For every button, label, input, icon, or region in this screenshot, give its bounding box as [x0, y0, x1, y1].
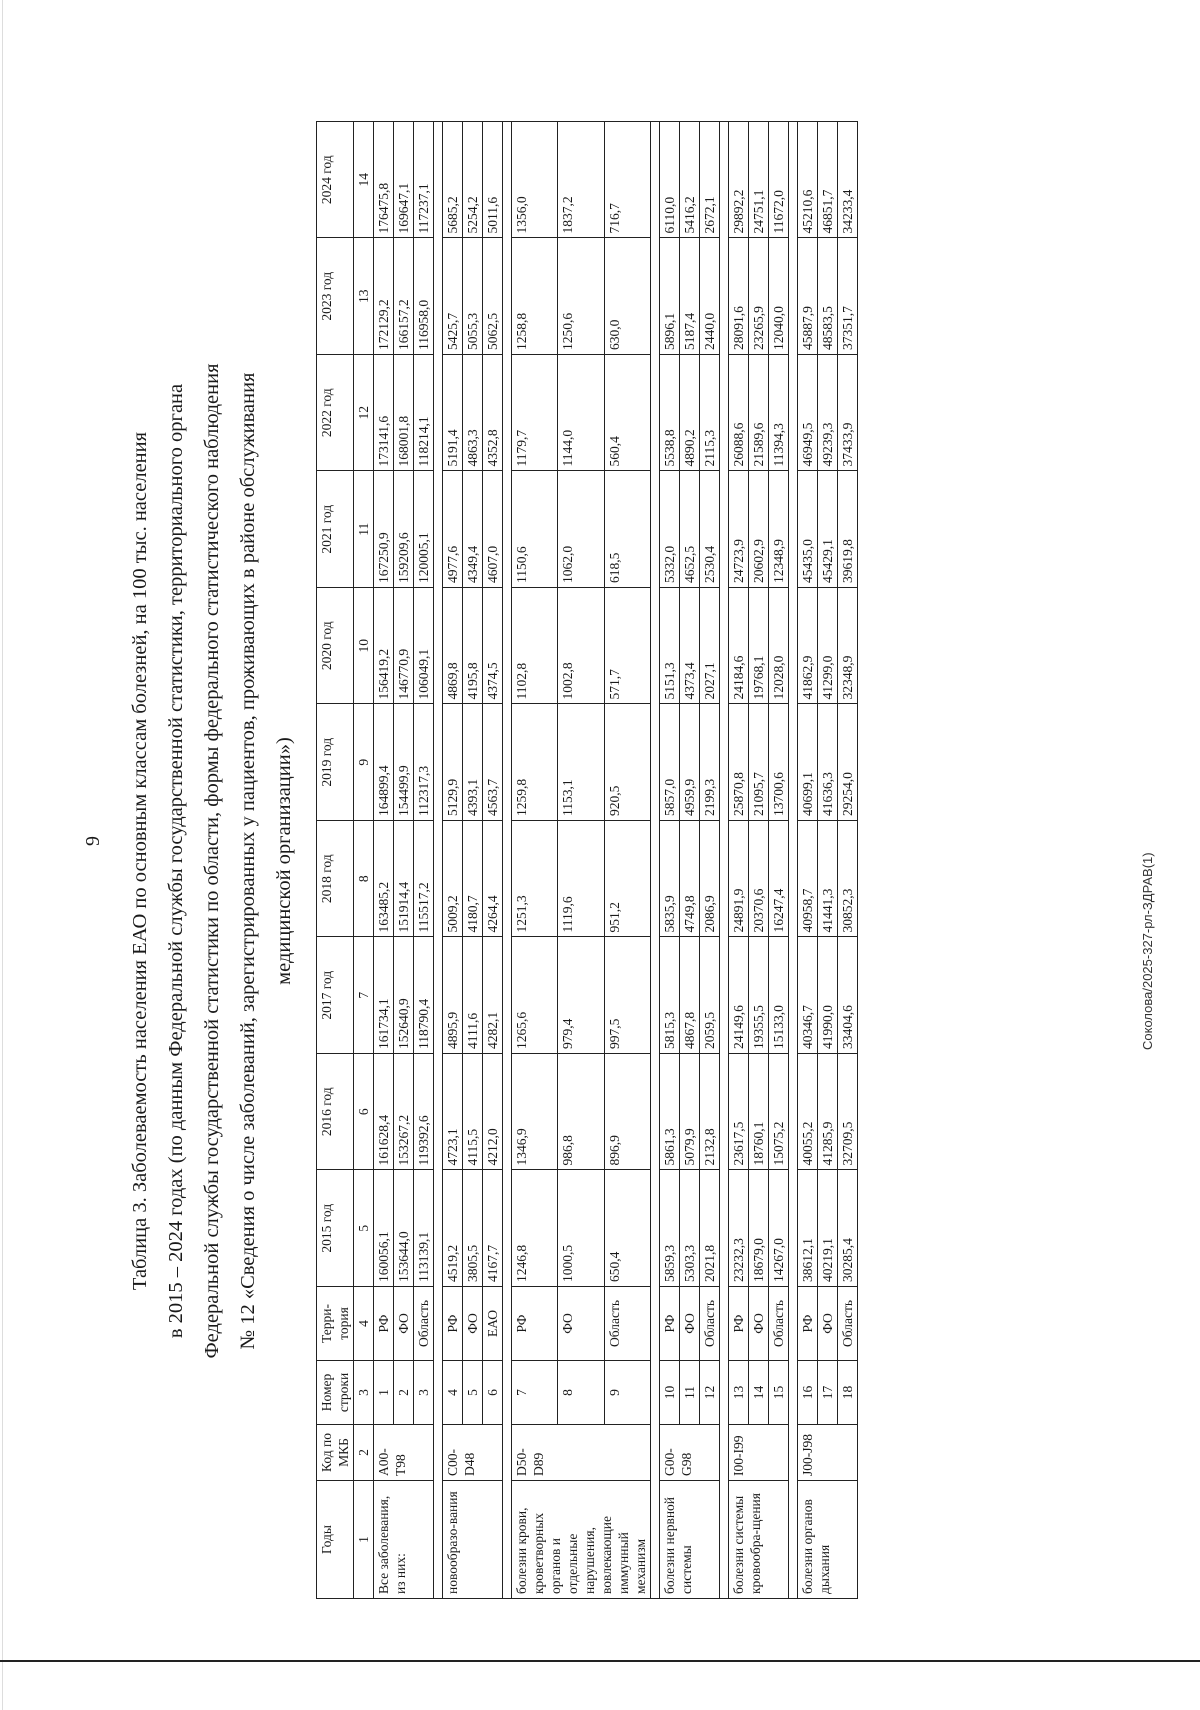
value-cell: 176475,8 [374, 122, 394, 239]
value-cell: 45435,0 [798, 471, 818, 588]
row-number: 5 [463, 1361, 483, 1425]
value-cell: 5859,3 [660, 1170, 680, 1287]
value-cell: 32348,9 [838, 588, 858, 705]
territory: Область [838, 1287, 858, 1361]
value-cell: 1002,8 [558, 588, 604, 705]
value-cell: 164899,4 [374, 704, 394, 821]
territory: ФО [394, 1287, 414, 1361]
value-cell: 4180,7 [463, 821, 483, 938]
value-cell: 4111,6 [463, 937, 483, 1054]
value-cell: 5191,4 [443, 355, 463, 472]
value-cell: 15075,2 [769, 1054, 789, 1171]
header-year: 2020 год [317, 588, 354, 705]
value-cell: 41990,0 [818, 937, 838, 1054]
territory: ФО [558, 1287, 604, 1361]
territory: РФ [660, 1287, 680, 1361]
table-row [700, 122, 720, 1599]
column-number-row [354, 122, 374, 1599]
column-number: 4 [354, 1287, 374, 1361]
value-cell: 112317,3 [414, 704, 434, 821]
value-cell: 650,4 [604, 1170, 650, 1287]
rotated-page-content [122, 117, 858, 1605]
territory: Область [604, 1287, 650, 1361]
table-row [558, 122, 604, 1599]
value-cell: 163485,2 [374, 821, 394, 938]
table-row [483, 122, 503, 1599]
table-body [354, 122, 858, 1599]
value-cell: 2115,3 [700, 355, 720, 472]
value-cell: 18679,0 [749, 1170, 769, 1287]
disease-class: болезни системы кровообра-щения [729, 1481, 789, 1599]
value-cell: 40055,2 [798, 1054, 818, 1171]
value-cell: 4519,2 [443, 1170, 463, 1287]
value-cell: 571,7 [604, 588, 650, 705]
value-cell: 106049,1 [414, 588, 434, 705]
row-number: 15 [769, 1361, 789, 1425]
column-number: 6 [354, 1054, 374, 1171]
header-year: 2019 год [317, 704, 354, 821]
value-cell: 12348,9 [769, 471, 789, 588]
value-cell: 40219,1 [818, 1170, 838, 1287]
column-number: 5 [354, 1170, 374, 1287]
caption-line: медицинской организации») [273, 737, 295, 985]
value-cell: 4349,4 [463, 471, 483, 588]
value-cell: 118790,4 [414, 937, 434, 1054]
value-cell: 4723,1 [443, 1054, 463, 1171]
value-cell: 39619,8 [838, 471, 858, 588]
value-cell: 166157,2 [394, 238, 414, 355]
column-number: 12 [354, 355, 374, 472]
icd-code: G00-G98 [660, 1425, 720, 1481]
value-cell: 153267,2 [394, 1054, 414, 1171]
value-cell: 29892,2 [729, 122, 749, 239]
disease-class: болезни нервной системы [660, 1481, 720, 1599]
territory: Область [769, 1287, 789, 1361]
territory: РФ [729, 1287, 749, 1361]
column-number: 10 [354, 588, 374, 705]
value-cell: 11672,0 [769, 122, 789, 239]
value-cell: 24184,6 [729, 588, 749, 705]
territory: ФО [680, 1287, 700, 1361]
value-cell: 630,0 [604, 238, 650, 355]
value-cell: 41299,0 [818, 588, 838, 705]
row-number: 1 [374, 1361, 394, 1425]
value-cell: 46949,5 [798, 355, 818, 472]
row-number: 16 [798, 1361, 818, 1425]
value-cell: 49239,3 [818, 355, 838, 472]
value-cell: 4195,8 [463, 588, 483, 705]
header-year: 2024 год [317, 122, 354, 239]
table-row [749, 122, 769, 1599]
value-cell: 4890,2 [680, 355, 700, 472]
value-cell: 30852,3 [838, 821, 858, 938]
row-number: 6 [483, 1361, 503, 1425]
value-cell: 1179,7 [512, 355, 558, 472]
value-cell: 4374,5 [483, 588, 503, 705]
caption-line: Федеральной службы государственной статистики по области, формы федерального статистического наблюдения [201, 363, 223, 1359]
value-cell: 23265,9 [749, 238, 769, 355]
column-number: 14 [354, 122, 374, 239]
territory: Область [700, 1287, 720, 1361]
value-cell: 979,4 [558, 937, 604, 1054]
value-cell: 4212,0 [483, 1054, 503, 1171]
document-code: Соколова/2025-327-рл-ЗДРАВ(1) [1140, 852, 1155, 1050]
group-spacer [720, 122, 729, 1599]
value-cell: 5303,3 [680, 1170, 700, 1287]
table-row [463, 122, 483, 1599]
value-cell: 1258,8 [512, 238, 558, 355]
territory: ФО [463, 1287, 483, 1361]
disease-class: новообразо-вания [443, 1481, 503, 1599]
value-cell: 1837,2 [558, 122, 604, 239]
row-number: 8 [558, 1361, 604, 1425]
morbidity-table [316, 121, 858, 1599]
value-cell: 168001,8 [394, 355, 414, 472]
territory: Область [414, 1287, 434, 1361]
value-cell: 4867,8 [680, 937, 700, 1054]
value-cell: 1265,6 [512, 937, 558, 1054]
value-cell: 34233,4 [838, 122, 858, 239]
value-cell: 169647,1 [394, 122, 414, 239]
row-number: 3 [414, 1361, 434, 1425]
value-cell: 38612,1 [798, 1170, 818, 1287]
value-cell: 4373,4 [680, 588, 700, 705]
value-cell: 23617,5 [729, 1054, 749, 1171]
group-spacer [651, 122, 660, 1599]
value-cell: 1250,6 [558, 238, 604, 355]
value-cell: 5062,5 [483, 238, 503, 355]
value-cell: 23232,3 [729, 1170, 749, 1287]
value-cell: 4863,3 [463, 355, 483, 472]
value-cell: 37433,9 [838, 355, 858, 472]
row-number: 2 [394, 1361, 414, 1425]
table-row [660, 122, 680, 1599]
value-cell: 32709,5 [838, 1054, 858, 1171]
value-cell: 12028,0 [769, 588, 789, 705]
table-row [443, 122, 463, 1599]
header-year: 2015 год [317, 1170, 354, 1287]
value-cell: 21095,7 [749, 704, 769, 821]
value-cell: 120005,1 [414, 471, 434, 588]
column-number: 9 [354, 704, 374, 821]
value-cell: 161628,4 [374, 1054, 394, 1171]
value-cell: 146770,9 [394, 588, 414, 705]
group-spacer [434, 122, 443, 1599]
table-row [729, 122, 749, 1599]
value-cell: 2530,4 [700, 471, 720, 588]
value-cell: 5254,2 [463, 122, 483, 239]
value-cell: 2440,0 [700, 238, 720, 355]
header-year: 2018 год [317, 821, 354, 938]
value-cell: 24891,9 [729, 821, 749, 938]
value-cell: 1102,8 [512, 588, 558, 705]
value-cell: 5861,3 [660, 1054, 680, 1171]
header-code: Код по МКБ [317, 1425, 354, 1481]
header-year: 2022 год [317, 355, 354, 472]
value-cell: 5416,2 [680, 122, 700, 239]
row-number: 13 [729, 1361, 749, 1425]
column-number: 8 [354, 821, 374, 938]
value-cell: 560,4 [604, 355, 650, 472]
value-cell: 25870,8 [729, 704, 749, 821]
value-cell: 4264,4 [483, 821, 503, 938]
value-cell: 5685,2 [443, 122, 463, 239]
value-cell: 156419,2 [374, 588, 394, 705]
value-cell: 1000,5 [558, 1170, 604, 1287]
row-number: 7 [512, 1361, 558, 1425]
column-number: 2 [354, 1425, 374, 1481]
value-cell: 6110,0 [660, 122, 680, 239]
scan-edge [2, 0, 3, 1710]
value-cell: 41285,9 [818, 1054, 838, 1171]
value-cell: 5538,8 [660, 355, 680, 472]
value-cell: 30285,4 [838, 1170, 858, 1287]
value-cell: 11394,3 [769, 355, 789, 472]
value-cell: 5055,3 [463, 238, 483, 355]
value-cell: 2021,8 [700, 1170, 720, 1287]
disease-class: Все заболевания, из них: [374, 1481, 434, 1599]
column-number: 7 [354, 937, 374, 1054]
value-cell: 45429,1 [818, 471, 838, 588]
value-cell: 48583,5 [818, 238, 838, 355]
table-row [604, 122, 650, 1599]
value-cell: 4895,9 [443, 937, 463, 1054]
value-cell: 896,9 [604, 1054, 650, 1171]
row-number: 14 [749, 1361, 769, 1425]
value-cell: 167250,9 [374, 471, 394, 588]
table-row [680, 122, 700, 1599]
value-cell: 45887,9 [798, 238, 818, 355]
value-cell: 160056,1 [374, 1170, 394, 1287]
value-cell: 28091,6 [729, 238, 749, 355]
icd-code: I00-I99 [729, 1425, 789, 1481]
column-number: 11 [354, 471, 374, 588]
value-cell: 5332,0 [660, 471, 680, 588]
value-cell: 4352,8 [483, 355, 503, 472]
table-row [374, 122, 394, 1599]
value-cell: 1150,6 [512, 471, 558, 588]
disease-class: болезни крови, кроветворных органов и отдельные нарушения, вовлекающие иммунный механизм [512, 1481, 651, 1599]
value-cell: 19355,5 [749, 937, 769, 1054]
value-cell: 41441,3 [818, 821, 838, 938]
table-caption [122, 117, 302, 1605]
value-cell: 2199,3 [700, 704, 720, 821]
value-cell: 4393,1 [463, 704, 483, 821]
value-cell: 4869,8 [443, 588, 463, 705]
value-cell: 4115,5 [463, 1054, 483, 1171]
value-cell: 1259,8 [512, 704, 558, 821]
header-row-number: Номер строки [317, 1361, 354, 1425]
icd-code: J00-J98 [798, 1425, 858, 1481]
group-spacer [789, 122, 798, 1599]
header-years: Годы [317, 1481, 354, 1599]
row-number: 18 [838, 1361, 858, 1425]
value-cell: 986,8 [558, 1054, 604, 1171]
value-cell: 37351,7 [838, 238, 858, 355]
value-cell: 920,5 [604, 704, 650, 821]
territory: ЕАО [483, 1287, 503, 1361]
header-year: 2023 год [317, 238, 354, 355]
value-cell: 119392,6 [414, 1054, 434, 1171]
group-spacer [503, 122, 512, 1599]
value-cell: 159209,6 [394, 471, 414, 588]
row-number: 12 [700, 1361, 720, 1425]
value-cell: 24149,6 [729, 937, 749, 1054]
value-cell: 997,5 [604, 937, 650, 1054]
value-cell: 116958,0 [414, 238, 434, 355]
value-cell: 4652,5 [680, 471, 700, 588]
table-row [414, 122, 434, 1599]
value-cell: 172129,2 [374, 238, 394, 355]
spacer-cell [434, 122, 443, 1599]
value-cell: 4977,6 [443, 471, 463, 588]
value-cell: 173141,6 [374, 355, 394, 472]
value-cell: 5857,0 [660, 704, 680, 821]
territory: РФ [512, 1287, 558, 1361]
value-cell: 4563,7 [483, 704, 503, 821]
icd-code: А00-Т98 [374, 1425, 434, 1481]
table-row [512, 122, 558, 1599]
column-number: 3 [354, 1361, 374, 1425]
value-cell: 21589,6 [749, 355, 769, 472]
value-cell: 951,2 [604, 821, 650, 938]
value-cell: 3805,5 [463, 1170, 483, 1287]
value-cell: 1346,9 [512, 1054, 558, 1171]
territory: РФ [798, 1287, 818, 1361]
value-cell: 5151,3 [660, 588, 680, 705]
value-cell: 1356,0 [512, 122, 558, 239]
value-cell: 152640,9 [394, 937, 414, 1054]
row-number: 10 [660, 1361, 680, 1425]
table-header-row [317, 122, 354, 1599]
column-number: 13 [354, 238, 374, 355]
icd-code: С00-D48 [443, 1425, 503, 1481]
value-cell: 5896,1 [660, 238, 680, 355]
value-cell: 153644,0 [394, 1170, 414, 1287]
value-cell: 2672,1 [700, 122, 720, 239]
territory: РФ [374, 1287, 394, 1361]
value-cell: 118214,1 [414, 355, 434, 472]
value-cell: 5187,4 [680, 238, 700, 355]
value-cell: 2132,8 [700, 1054, 720, 1171]
value-cell: 113139,1 [414, 1170, 434, 1287]
value-cell: 24723,9 [729, 471, 749, 588]
territory: ФО [749, 1287, 769, 1361]
value-cell: 40699,1 [798, 704, 818, 821]
value-cell: 12040,0 [769, 238, 789, 355]
value-cell: 5815,3 [660, 937, 680, 1054]
value-cell: 41862,9 [798, 588, 818, 705]
value-cell: 19768,1 [749, 588, 769, 705]
value-cell: 14267,0 [769, 1170, 789, 1287]
value-cell: 4607,0 [483, 471, 503, 588]
page-number: 9 [82, 836, 104, 846]
value-cell: 1153,1 [558, 704, 604, 821]
header-year: 2021 год [317, 471, 354, 588]
value-cell: 154499,9 [394, 704, 414, 821]
value-cell: 1062,0 [558, 471, 604, 588]
header-year: 2016 год [317, 1054, 354, 1171]
table-row [818, 122, 838, 1599]
value-cell: 117237,1 [414, 122, 434, 239]
value-cell: 151914,4 [394, 821, 414, 938]
spacer-cell [651, 122, 660, 1599]
row-number: 17 [818, 1361, 838, 1425]
caption-line: № 12 «Сведения о числе заболеваний, зарегистрированных у пациентов, проживающих в районе обслуживания [237, 372, 259, 1350]
value-cell: 40346,7 [798, 937, 818, 1054]
value-cell: 1246,8 [512, 1170, 558, 1287]
value-cell: 2059,5 [700, 937, 720, 1054]
disease-class: болезни органов дыхания [798, 1481, 858, 1599]
table-row [798, 122, 818, 1599]
value-cell: 26088,6 [729, 355, 749, 472]
spacer-cell [503, 122, 512, 1599]
value-cell: 5011,6 [483, 122, 503, 239]
value-cell: 4167,7 [483, 1170, 503, 1287]
header-year: 2017 год [317, 937, 354, 1054]
value-cell: 29254,0 [838, 704, 858, 821]
territory: ФО [818, 1287, 838, 1361]
value-cell: 5835,9 [660, 821, 680, 938]
header-territory: Терри-тория [317, 1287, 354, 1361]
value-cell: 5079,9 [680, 1054, 700, 1171]
value-cell: 20602,9 [749, 471, 769, 588]
value-cell: 5009,2 [443, 821, 463, 938]
row-number: 11 [680, 1361, 700, 1425]
value-cell: 5129,9 [443, 704, 463, 821]
value-cell: 33404,6 [838, 937, 858, 1054]
value-cell: 20370,6 [749, 821, 769, 938]
value-cell: 1119,6 [558, 821, 604, 938]
table-row [394, 122, 414, 1599]
value-cell: 18760,1 [749, 1054, 769, 1171]
value-cell: 4749,8 [680, 821, 700, 938]
caption-line: в 2015 – 2024 годах (по данным Федеральной службы государственной статистики, территориального органа [165, 383, 187, 1339]
value-cell: 40958,7 [798, 821, 818, 938]
spacer-cell [720, 122, 729, 1599]
territory: РФ [443, 1287, 463, 1361]
value-cell: 2027,1 [700, 588, 720, 705]
value-cell: 161734,1 [374, 937, 394, 1054]
spacer-cell [789, 122, 798, 1599]
column-number: 1 [354, 1481, 374, 1599]
value-cell: 4282,1 [483, 937, 503, 1054]
value-cell: 1144,0 [558, 355, 604, 472]
value-cell: 618,5 [604, 471, 650, 588]
icd-code: D50-D89 [512, 1425, 651, 1481]
value-cell: 41636,3 [818, 704, 838, 821]
value-cell: 4959,9 [680, 704, 700, 821]
caption-line: Таблица 3. Заболеваемость населения ЕАО по основным классам болезней, на 100 тыс. населения [129, 431, 151, 1291]
value-cell: 15133,0 [769, 937, 789, 1054]
value-cell: 13700,6 [769, 704, 789, 821]
value-cell: 5425,7 [443, 238, 463, 355]
scan-bottom-rule [0, 1660, 1200, 1662]
value-cell: 45210,6 [798, 122, 818, 239]
value-cell: 1251,3 [512, 821, 558, 938]
table-row [769, 122, 789, 1599]
value-cell: 716,7 [604, 122, 650, 239]
value-cell: 2086,9 [700, 821, 720, 938]
value-cell: 46851,7 [818, 122, 838, 239]
value-cell: 24751,1 [749, 122, 769, 239]
row-number: 4 [443, 1361, 463, 1425]
value-cell: 115517,2 [414, 821, 434, 938]
table-row [838, 122, 858, 1599]
value-cell: 16247,4 [769, 821, 789, 938]
row-number: 9 [604, 1361, 650, 1425]
